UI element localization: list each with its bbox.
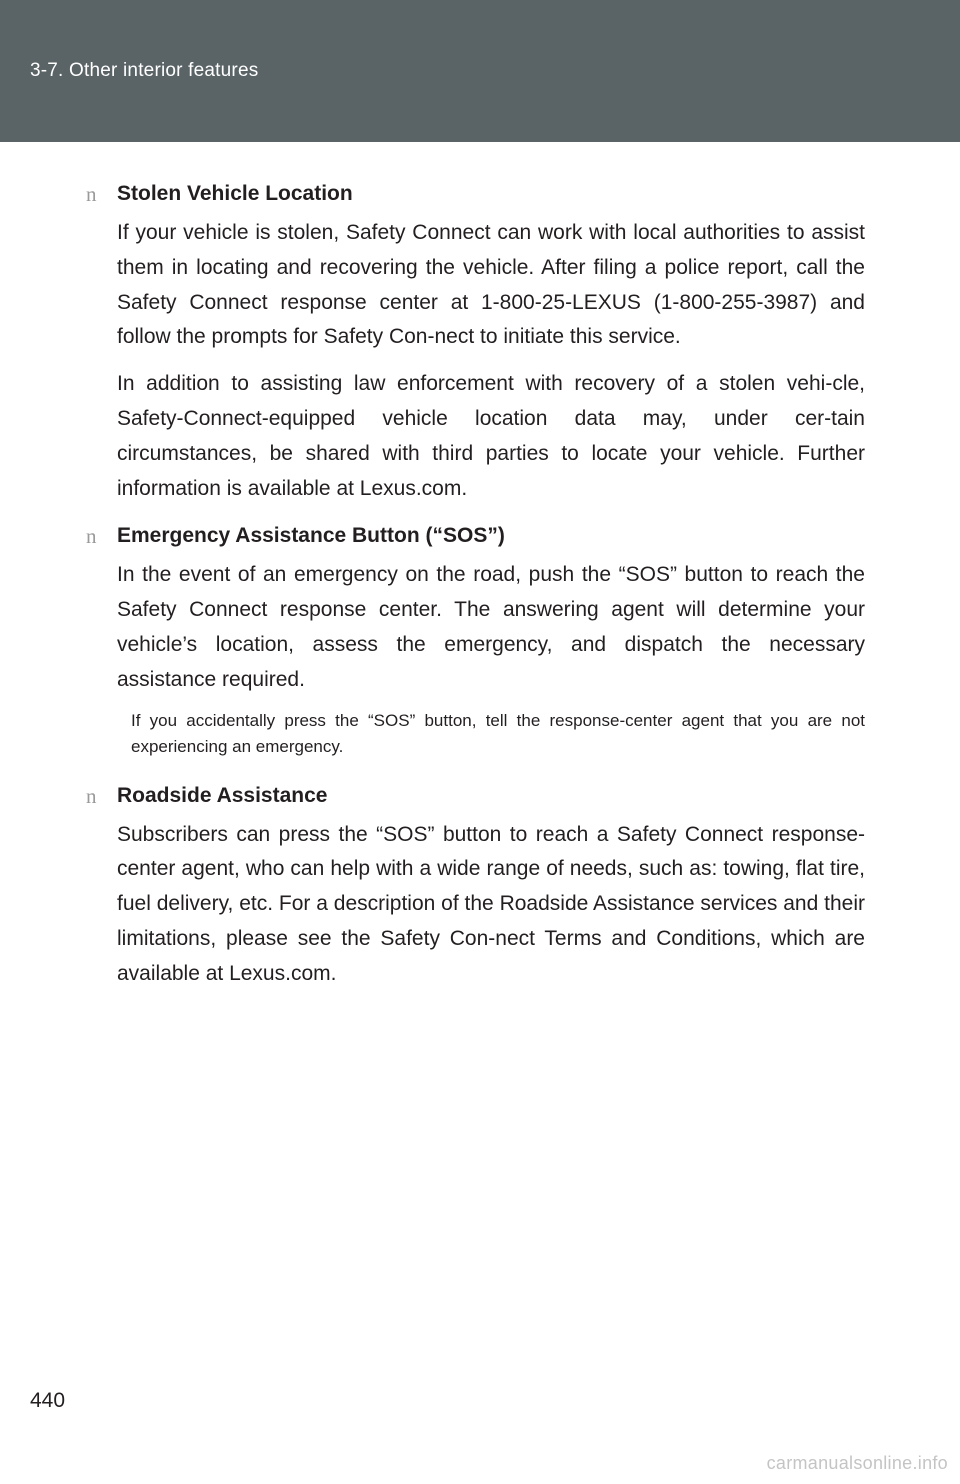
watermark: carmanualsonline.info: [766, 1453, 948, 1473]
bullet-marker: n: [86, 783, 97, 808]
entry-title: Stolen Vehicle Location: [117, 182, 353, 205]
bullet-marker: n: [86, 182, 97, 206]
entry-heading: [0, 518, 960, 558]
entry-roadside-assistance: [0, 778, 960, 992]
section-title: 3-7. Other interior features: [30, 60, 259, 81]
entry-stolen-vehicle-location: [0, 176, 960, 506]
entry-paragraph: Subscribers can press the “SOS” button to reach a Safety Connect response-center agent, who can help with a wide range of needs, such as: towing, flat tire, fuel delivery, etc. For a description of the Roadside Assistance services and their limitations, please see the Safety Con-nect Terms and Conditions, which are available at Lexus.com.: [117, 822, 865, 985]
entry-heading: [0, 176, 960, 216]
entry-paragraph: In the event of an emergency on the road, push the “SOS” button to reach the Safety Connect response center. The answering agent will determine your vehicle’s location, assess the emergency, and dispatch the necessary assistance required.: [117, 563, 865, 691]
entry-note: If you accidentally press the “SOS” button, tell the response-center agent that you are not experiencing an emergency.: [131, 710, 865, 756]
bullet-marker: n: [86, 524, 97, 549]
page-number: 440: [30, 1389, 66, 1412]
entry-title: Roadside Assistance: [117, 783, 328, 807]
entry-paragraph: In addition to assisting law enforcement with recovery of a stolen vehi-cle, Safety-Connect-equipped vehicle location data may, under cer-tain circumstances, be shared with third parties to locate your vehicle. Further information is available at Lexus.com.: [117, 372, 865, 500]
entry-heading: [0, 778, 960, 818]
entry-paragraph: If your vehicle is stolen, Safety Connect can work with local authorities to assist them in locating and recovering the vehicle. After filing a police report, call the Safety Connect response center at 1-800-25-LEXUS (1-800-255-3987) and follow the prompts for Safety Con-nect to initiate this service.: [117, 221, 865, 349]
entry-emergency-assistance-button: [0, 518, 960, 759]
page-content: [0, 176, 960, 992]
entry-title: Emergency Assistance Button (“SOS”): [117, 524, 505, 548]
section-header-band: [0, 0, 960, 142]
